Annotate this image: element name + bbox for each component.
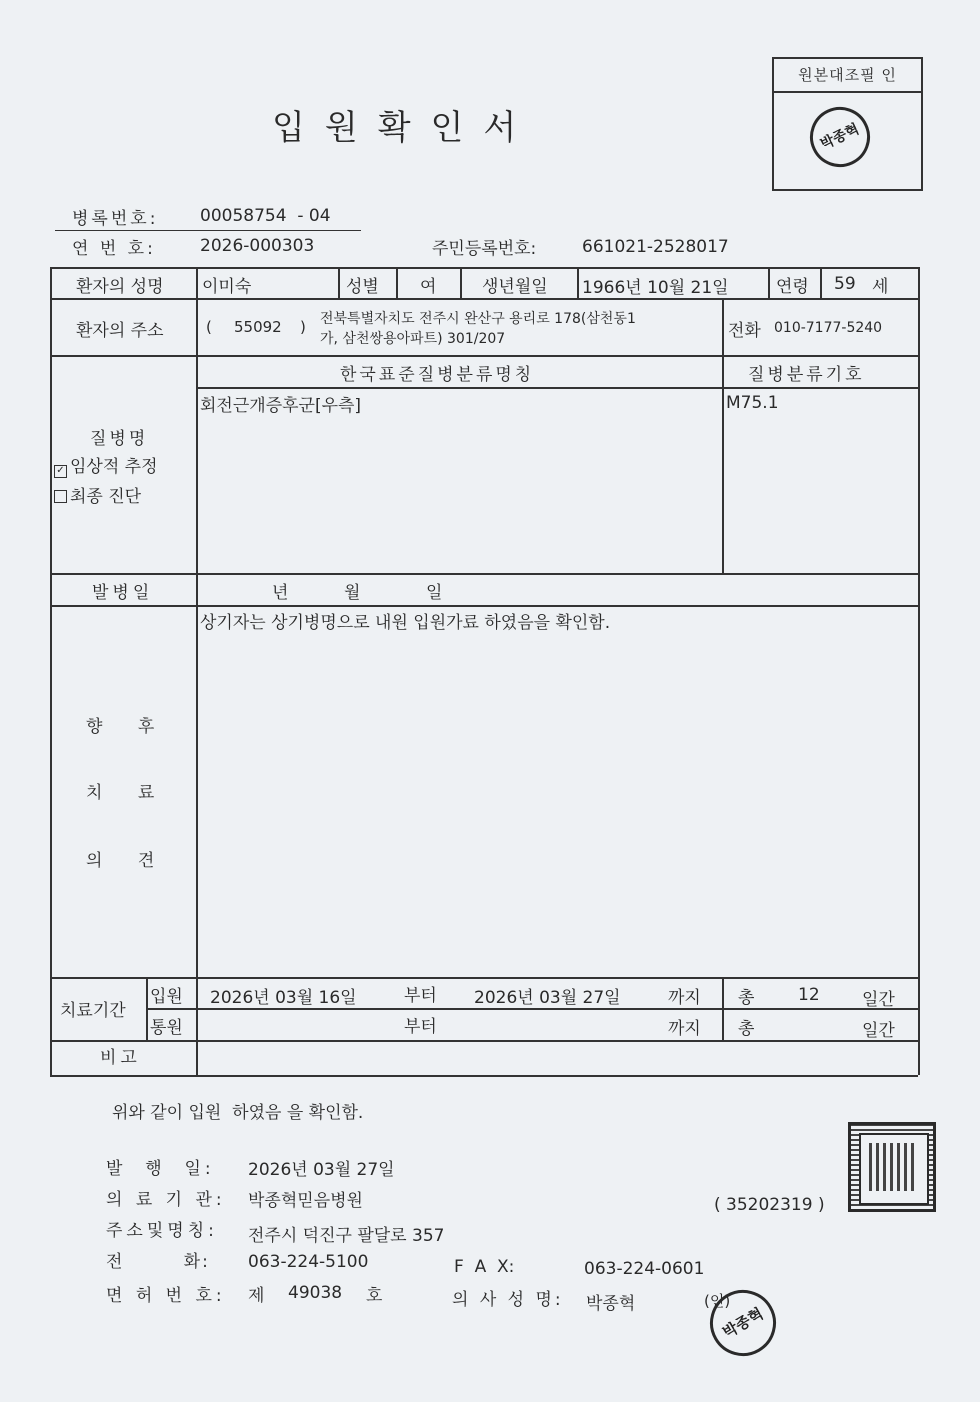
inpatient-from-date: 2026년 03월 16일: [210, 988, 357, 1008]
name-label: 환자의 성명: [76, 277, 164, 297]
kcd-header: 한국표준질병분류명칭: [340, 365, 535, 385]
inpatient-days: 12: [798, 985, 820, 1005]
license-value: 49038: [288, 1283, 343, 1303]
clinical-estimate-row: [54, 452, 158, 478]
onset-day-unit: 일: [426, 583, 443, 603]
outpatient-label: 통원: [150, 1018, 183, 1038]
clinical-estimate-label: 임상적 추정: [70, 457, 158, 477]
address-footer-value: 전주시 덕진구 팔달로 357: [248, 1226, 445, 1246]
address-label: 환자의 주소: [76, 321, 164, 341]
name-value: 이미숙: [202, 277, 252, 297]
postal-code: 55092: [234, 318, 282, 336]
opinion-label-2: 치 료: [86, 783, 155, 803]
outpatient-days-unit: 일간: [862, 1021, 895, 1041]
doctor-seal-text: 박종혁: [719, 1304, 767, 1342]
final-diagnosis-row: [54, 482, 141, 507]
fax-label: F A X:: [454, 1257, 515, 1277]
inpatient-days-unit: 일간: [862, 990, 895, 1010]
note-label: 비고: [100, 1048, 141, 1068]
opinion-text: 상기자는 상기병명으로 내원 입원가료 하였음을 확인함.: [200, 613, 611, 633]
age-label: 연령: [776, 277, 809, 297]
stamp-box-label: 원본대조필 인: [774, 59, 921, 93]
onset-year-unit: 년: [272, 583, 289, 603]
address-line1: 전북특별자치도 전주시 완산구 용리로 178(삼천동1: [320, 311, 636, 327]
address-line2: 가, 삼천쌍용아파트) 301/207: [320, 331, 506, 347]
postal-open: (: [206, 318, 212, 336]
sex-label: 성별: [346, 277, 379, 297]
clinical-estimate-checkbox[interactable]: ✓: [54, 465, 67, 478]
phone-footer-value: 063-224-5100: [248, 1252, 369, 1272]
issue-date-label: 발 행 일:: [106, 1159, 215, 1179]
phone-footer-label: 전 화:: [106, 1252, 210, 1272]
postal-close: ): [300, 318, 306, 336]
institution-label: 의 료 기 관:: [106, 1190, 226, 1210]
license-prefix: 제: [248, 1286, 265, 1306]
code-header: 질병분류기호: [748, 365, 865, 385]
diagnosis-section-label: 질병명: [90, 429, 149, 449]
license-label: 면 허 번 호:: [106, 1286, 226, 1306]
inpatient-from-word: 부터: [404, 986, 437, 1006]
inpatient-to-word: 까지: [668, 988, 701, 1008]
address-footer-label: 주소및명칭:: [106, 1221, 218, 1241]
doctor-name: 박종혁: [586, 1294, 636, 1314]
opinion-label-3: 의 견: [86, 851, 155, 871]
inpatient-total-word: 총: [738, 988, 755, 1008]
final-diagnosis-checkbox[interactable]: [54, 490, 67, 503]
verification-seal-text: 박종혁: [818, 121, 862, 153]
final-diagnosis-label: 최종 진단: [70, 487, 142, 507]
institution-code: ( 35202319 ): [714, 1195, 825, 1215]
dob-value: 1966년 10월 21일: [582, 278, 729, 298]
issue-date-value: 2026년 03월 27일: [248, 1160, 395, 1180]
outpatient-total-word: 총: [738, 1019, 755, 1039]
age-value: 59: [834, 274, 856, 294]
confirm-text: 위와 같이 입원 하였음 을 확인함.: [112, 1103, 364, 1123]
dob-label: 생년월일: [482, 277, 548, 297]
onset-label: 발병일: [92, 583, 154, 603]
fax-value: 063-224-0601: [584, 1259, 705, 1279]
outpatient-from-word: 부터: [404, 1017, 437, 1037]
doctor-label: 의 사 성 명:: [452, 1290, 564, 1310]
document-title: 입원확인서: [272, 108, 537, 148]
license-suffix: 호: [366, 1286, 383, 1306]
rrn-value: 661021-2528017: [582, 237, 729, 257]
institution-value: 박종혁믿음병원: [248, 1191, 363, 1211]
opinion-label-1: 향 후: [86, 717, 155, 737]
seal-mark: (인): [704, 1292, 731, 1310]
serial-value: 2026-000303: [200, 236, 315, 256]
onset-month-unit: 월: [344, 583, 361, 603]
period-label: 치료기간: [60, 1001, 126, 1021]
phone-value: 010-7177-5240: [774, 320, 883, 336]
diagnosis-code: M75.1: [726, 393, 779, 413]
reg-no-value: 00058754 - 04: [200, 206, 331, 226]
rrn-label: 주민등록번호:: [432, 239, 537, 259]
diagnosis-name: 회전근개증후군[우측]: [200, 396, 362, 416]
hospital-square-seal: [848, 1122, 936, 1212]
serial-label: 연 번 호:: [72, 239, 156, 259]
sex-value: 여: [420, 277, 437, 297]
outpatient-to-word: 까지: [668, 1019, 701, 1039]
inpatient-label: 입원: [150, 987, 183, 1007]
inpatient-to-date: 2026년 03월 27일: [474, 988, 621, 1008]
phone-label: 전화: [728, 321, 761, 341]
age-unit: 세: [872, 277, 889, 297]
reg-no-label: 병록번호:: [72, 209, 159, 229]
